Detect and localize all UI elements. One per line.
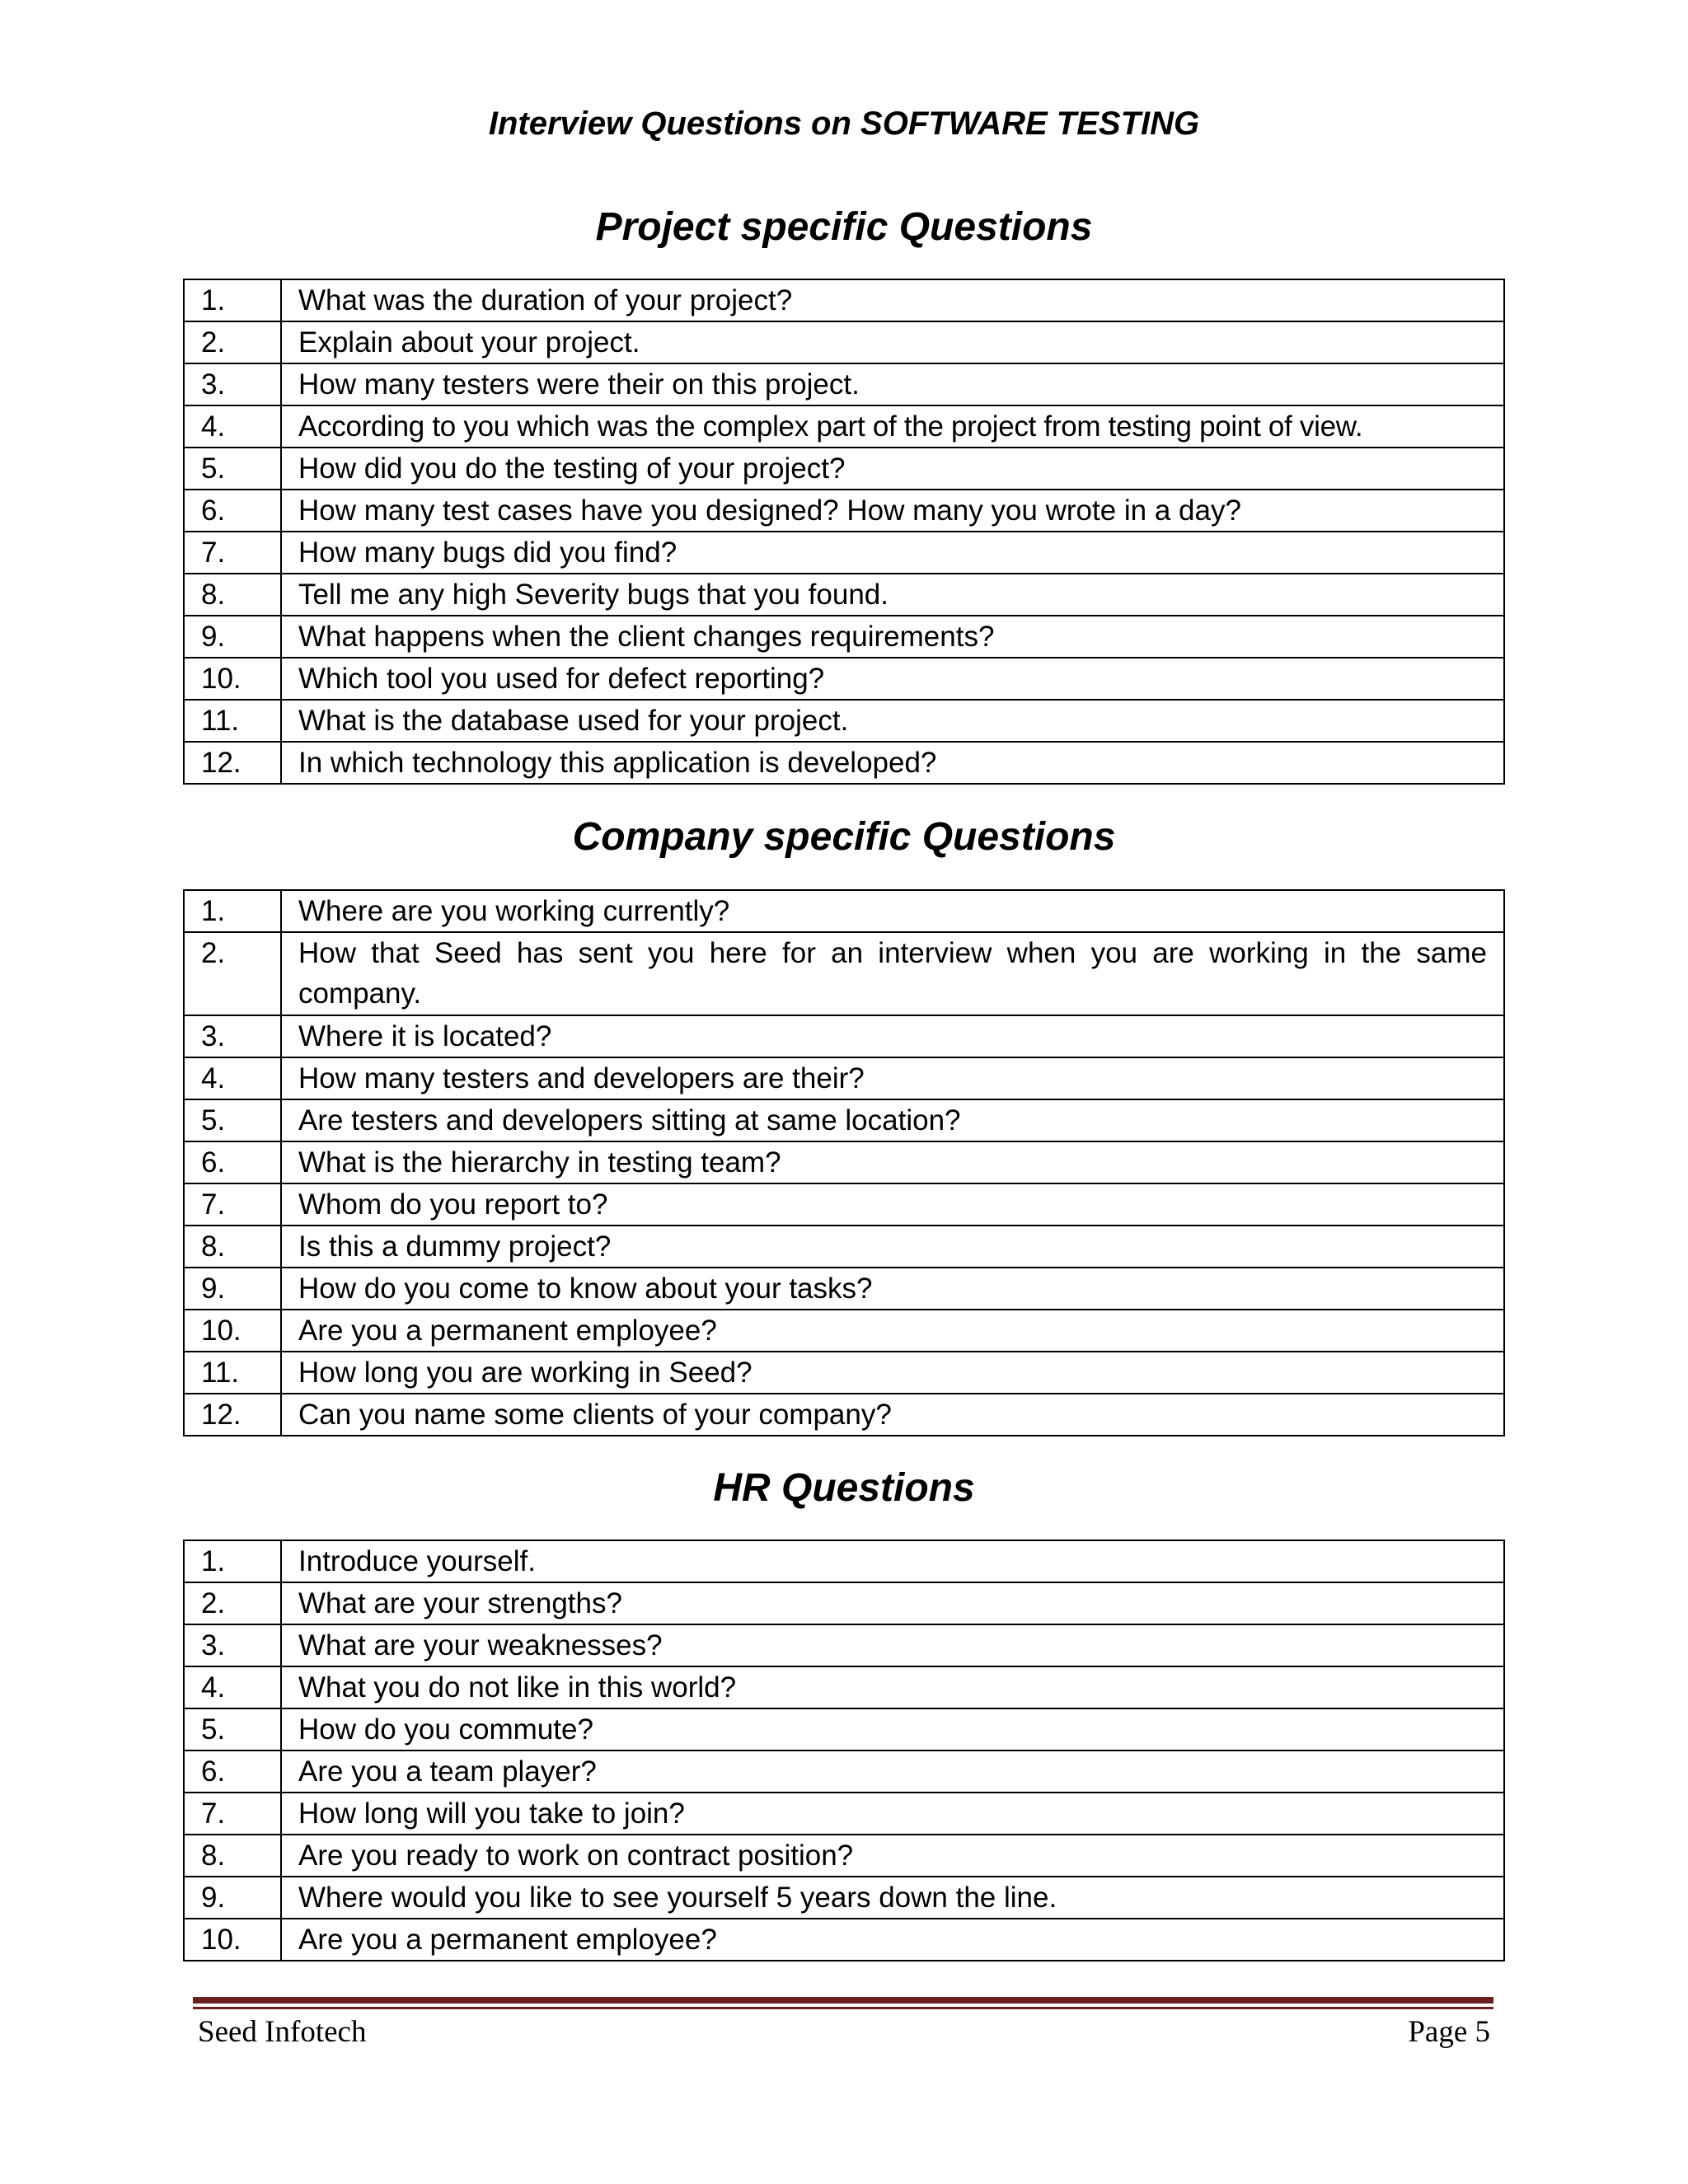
question-number: 4. [184, 405, 281, 448]
question-text: What are your weaknesses? [281, 1624, 1504, 1666]
table-row [184, 1226, 1504, 1268]
table-row [184, 279, 1504, 321]
question-text: Are you ready to work on contract position? [281, 1835, 1504, 1877]
table-row [184, 932, 1504, 1015]
question-number: 9. [184, 1877, 281, 1919]
table-row [184, 1624, 1504, 1666]
question-text: Whom do you report to? [281, 1183, 1504, 1226]
table-row [184, 1835, 1504, 1877]
question-number: 5. [184, 1708, 281, 1750]
footer-divider [193, 1997, 1493, 2009]
question-text: Are you a team player? [281, 1750, 1504, 1793]
question-number: 12. [184, 1394, 281, 1436]
question-text: According to you which was the complex part of the project from testing point of view. [281, 405, 1504, 448]
question-number: 5. [184, 1099, 281, 1141]
table-row [184, 532, 1504, 574]
table-row [184, 1099, 1504, 1141]
question-number: 7. [184, 1793, 281, 1835]
question-text: How do you commute? [281, 1708, 1504, 1750]
document-header-title: Interview Questions on SOFTWARE TESTING [488, 105, 1200, 142]
question-text: Which tool you used for defect reporting? [281, 658, 1504, 700]
table-row [184, 1666, 1504, 1708]
table-row [184, 890, 1504, 932]
table-row [184, 1919, 1504, 1961]
question-number: 10. [184, 1310, 281, 1352]
section-title-hr: HR Questions [713, 1466, 975, 1510]
question-text: Introduce yourself. [281, 1540, 1504, 1582]
footer-company-name: Seed Infotech [198, 2015, 367, 2049]
table-row [184, 1793, 1504, 1835]
table-row [184, 448, 1504, 490]
question-number: 4. [184, 1666, 281, 1708]
question-text: How many testers and developers are their? [281, 1057, 1504, 1099]
table-row [184, 658, 1504, 700]
table-row [184, 490, 1504, 532]
question-number: 8. [184, 1835, 281, 1877]
table-row [184, 742, 1504, 784]
table-row [184, 1183, 1504, 1226]
table-row [184, 1877, 1504, 1919]
section-title-project: Project specific Questions [595, 205, 1093, 249]
footer-divider-thin [193, 2007, 1493, 2009]
question-text: Are you a permanent employee? [281, 1310, 1504, 1352]
question-text: Can you name some clients of your company? [281, 1394, 1504, 1436]
question-number: 6. [184, 1750, 281, 1793]
question-number: 6. [184, 1141, 281, 1183]
footer-page-number: Page 5 [1408, 2015, 1490, 2049]
question-text: Are you a permanent employee? [281, 1919, 1504, 1961]
question-number: 11. [184, 1352, 281, 1394]
table-row [184, 1141, 1504, 1183]
table-row [184, 1310, 1504, 1352]
question-number: 1. [184, 1540, 281, 1582]
question-number: 8. [184, 1226, 281, 1268]
question-number: 7. [184, 532, 281, 574]
question-number: 5. [184, 448, 281, 490]
table-row [184, 574, 1504, 616]
question-number: 2. [184, 321, 281, 363]
table-row [184, 363, 1504, 405]
question-number: 10. [184, 658, 281, 700]
question-text: Where would you like to see yourself 5 years down the line. [281, 1877, 1504, 1919]
table-row [184, 1352, 1504, 1394]
table-row [184, 1750, 1504, 1793]
question-text: How many bugs did you find? [281, 532, 1504, 574]
question-text: Explain about your project. [281, 321, 1504, 363]
question-number: 2. [184, 1582, 281, 1624]
question-number: 3. [184, 1015, 281, 1057]
question-text: What are your strengths? [281, 1582, 1504, 1624]
question-number: 4. [184, 1057, 281, 1099]
table-row [184, 616, 1504, 658]
question-text: What happens when the client changes requirements? [281, 616, 1504, 658]
question-text: Are testers and developers sitting at same location? [281, 1099, 1504, 1141]
question-text: How long you are working in Seed? [281, 1352, 1504, 1394]
table-row [184, 1540, 1504, 1582]
question-number: 3. [184, 1624, 281, 1666]
question-text: What is the database used for your project. [281, 700, 1504, 742]
question-text: How that Seed has sent you here for an interview when you are working in the same company. [281, 932, 1504, 1015]
question-number: 6. [184, 490, 281, 532]
question-text: How did you do the testing of your project? [281, 448, 1504, 490]
question-text: In which technology this application is developed? [281, 742, 1504, 784]
table-row [184, 405, 1504, 448]
question-text: Where are you working currently? [281, 890, 1504, 932]
table-row [184, 1015, 1504, 1057]
question-number: 1. [184, 890, 281, 932]
question-text: How many testers were their on this project. [281, 363, 1504, 405]
table-row [184, 700, 1504, 742]
question-text: Is this a dummy project? [281, 1226, 1504, 1268]
question-number: 12. [184, 742, 281, 784]
table-row [184, 1708, 1504, 1750]
hr-questions-table [183, 1540, 1505, 1961]
question-number: 2. [184, 932, 281, 1015]
question-number: 1. [184, 279, 281, 321]
table-row [184, 1394, 1504, 1436]
question-number: 11. [184, 700, 281, 742]
question-text: How long will you take to join? [281, 1793, 1504, 1835]
question-number: 9. [184, 616, 281, 658]
company-questions-table [183, 889, 1505, 1436]
project-questions-table [183, 279, 1505, 785]
question-number: 8. [184, 574, 281, 616]
table-row [184, 321, 1504, 363]
table-row [184, 1268, 1504, 1310]
question-text: How many test cases have you designed? How many you wrote in a day? [281, 490, 1504, 532]
question-number: 9. [184, 1268, 281, 1310]
table-row [184, 1582, 1504, 1624]
footer-divider-thick [193, 1997, 1493, 2004]
question-number: 7. [184, 1183, 281, 1226]
question-text: What you do not like in this world? [281, 1666, 1504, 1708]
table-row [184, 1057, 1504, 1099]
question-text: What was the duration of your project? [281, 279, 1504, 321]
question-text: Tell me any high Severity bugs that you found. [281, 574, 1504, 616]
section-title-company: Company specific Questions [572, 815, 1116, 859]
question-number: 10. [184, 1919, 281, 1961]
question-number: 3. [184, 363, 281, 405]
question-text: How do you come to know about your tasks? [281, 1268, 1504, 1310]
question-text: Where it is located? [281, 1015, 1504, 1057]
question-text: What is the hierarchy in testing team? [281, 1141, 1504, 1183]
